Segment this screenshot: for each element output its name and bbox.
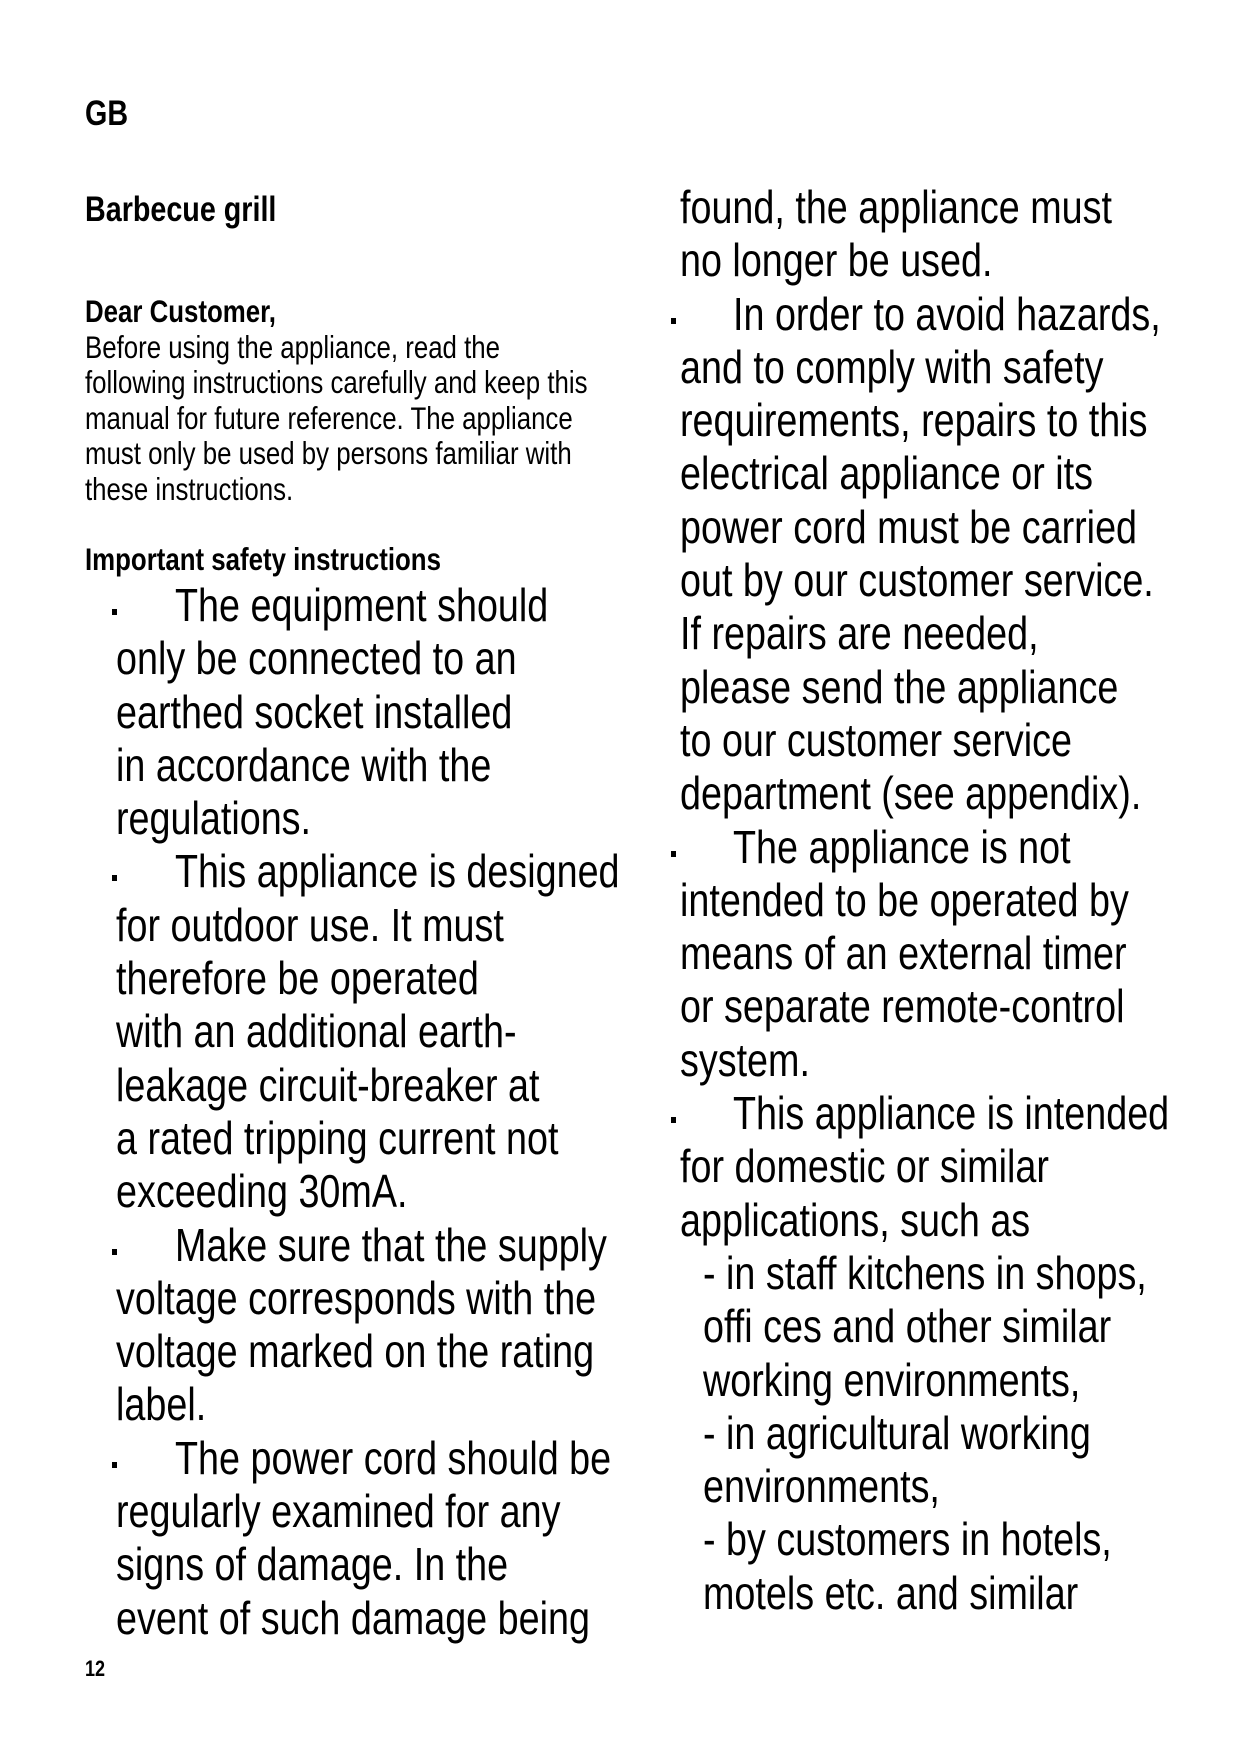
bullet-line [680, 341, 1241, 394]
sub-list-line-text: motels etc. and similar [703, 1566, 1079, 1619]
bullet-line-text: and to comply with safety [680, 340, 1104, 393]
intro-line-text: following instructions carefully and keep this [85, 364, 588, 400]
bullet-line [680, 874, 1241, 927]
greeting [85, 294, 698, 330]
bullet-line-text: system. [680, 1033, 810, 1086]
bullet-line [116, 1005, 717, 1058]
bullet-line-text: exceeding 30mA. [116, 1165, 408, 1218]
bullet-line-text: regulations. [116, 792, 312, 845]
bullet-line-text: intended to be operated by [680, 873, 1129, 926]
bullet-line [680, 927, 1241, 980]
sub-list-item [680, 1407, 1241, 1514]
continuation-line-text: no longer be used. [680, 234, 993, 287]
continuation-line [680, 181, 1241, 234]
intro-line-text: these instructions. [85, 470, 294, 507]
bullet-first-line [116, 845, 717, 898]
bullet-line [680, 980, 1241, 1033]
sub-list-line-text: offi ces and other similar [703, 1300, 1112, 1353]
intro-line-text: manual for future reference. The appliance [85, 399, 573, 436]
bullet-item [680, 1087, 1241, 1620]
bullet-line-text: therefore be operated [116, 952, 479, 1005]
sub-list-line-text: - by customers in hotels, [703, 1513, 1112, 1566]
sub-list-item [680, 1513, 1241, 1620]
bullet-line [680, 1140, 1241, 1193]
bullet-first-line-text: The power cord should be [175, 1431, 612, 1484]
bullet-line [116, 1272, 717, 1325]
bullet-marker [112, 1462, 117, 1468]
section-heading-text: Important safety instructions [85, 541, 441, 577]
bullet-line-text: event of such damage being [116, 1591, 590, 1644]
bullet-line-text: for domestic or similar [680, 1140, 1049, 1193]
bullet-item [680, 821, 1241, 1087]
sub-list-line-text: environments, [703, 1460, 940, 1513]
continued-text [680, 181, 1241, 288]
bullet-line-text: a rated tripping current not [116, 1111, 559, 1164]
region-code [85, 94, 138, 134]
intro-line-text: Before using the appliance, read the [85, 328, 501, 365]
bullet-item [116, 1432, 717, 1645]
sub-list-line [680, 1354, 1241, 1407]
bullet-first-line [116, 579, 717, 632]
continuation-line [680, 234, 1241, 287]
sub-list-line [680, 1567, 1241, 1620]
sub-list-line [680, 1513, 1241, 1566]
bullet-first-line-text: This appliance is designed [175, 845, 620, 898]
bullet-line [116, 899, 717, 952]
bullet-line [116, 1378, 717, 1431]
sub-list-line [680, 1460, 1241, 1513]
bullet-line [116, 952, 717, 1005]
bullet-line [116, 1592, 717, 1645]
bullet-marker [671, 1117, 676, 1123]
bullet-line-text: label. [116, 1378, 207, 1431]
bullet-line [680, 767, 1241, 820]
bullet-line-text: to our customer service [680, 713, 1073, 766]
section-heading [85, 542, 519, 578]
bullet-line [116, 739, 717, 792]
intro-paragraph [85, 294, 698, 507]
bullet-line-text: earthed socket installed [116, 685, 513, 738]
bullet-line [680, 447, 1241, 500]
bullet-line [680, 1194, 1241, 1247]
bullet-line [116, 1485, 717, 1538]
region-code-text: GB [85, 94, 129, 133]
page-title [85, 190, 318, 230]
bullet-marker [671, 318, 676, 324]
bullet-line-text: leakage circuit-breaker at [116, 1058, 540, 1111]
bullet-marker [671, 851, 676, 857]
left-column-safety-list [116, 579, 717, 1645]
bullet-line-text: If repairs are needed, [680, 607, 1039, 660]
bullet-item [116, 845, 717, 1218]
bullet-line-text: only be connected to an [116, 632, 517, 685]
bullet-first-line-text: The appliance is not [733, 820, 1071, 873]
bullet-line-text: power cord must be carried [680, 500, 1138, 553]
sub-list-line-text: working environments, [703, 1353, 1081, 1406]
page-number-text: 12 [85, 1656, 106, 1681]
greeting-text: Dear Customer, [85, 293, 276, 329]
bullet-marker [112, 1249, 117, 1255]
sub-list-item [680, 1247, 1241, 1407]
bullet-line-text: requirements, repairs to this [680, 394, 1148, 447]
bullet-line-text: with an additional earth- [116, 1005, 517, 1058]
bullet-line [116, 792, 717, 845]
bullet-marker [112, 609, 117, 615]
bullet-first-line [680, 1087, 1241, 1140]
bullet-line [116, 686, 717, 739]
bullet-line-text: voltage marked on the rating [116, 1325, 595, 1378]
bullet-item [116, 579, 717, 845]
bullet-first-line-text: The equipment should [175, 579, 549, 631]
page-number [85, 1656, 109, 1682]
bullet-line-text: means of an external timer [680, 927, 1127, 980]
bullet-line-text: or separate remote-control [680, 980, 1125, 1033]
bullet-line [680, 501, 1241, 554]
bullet-line [680, 394, 1241, 447]
bullet-line [116, 1538, 717, 1591]
sub-list-line-text: - in staff kitchens in shops, [703, 1246, 1147, 1299]
bullet-line-text: please send the appliance [680, 660, 1119, 713]
bullet-line-text: applications, such as [680, 1193, 1031, 1246]
sub-list-line [680, 1407, 1241, 1460]
bullet-line [116, 632, 717, 685]
bullet-item [680, 288, 1241, 821]
bullet-line [680, 1034, 1241, 1087]
page-title-text: Barbecue grill [85, 190, 277, 229]
intro-line [85, 365, 698, 401]
bullet-first-line-text: In order to avoid hazards, [733, 287, 1161, 340]
intro-line-text: must only be used by persons familiar with [85, 435, 572, 471]
bullet-first-line [680, 288, 1241, 341]
bullet-marker [112, 875, 117, 881]
bullet-line-text: department (see appendix). [680, 767, 1142, 820]
bullet-first-line [116, 1432, 717, 1485]
bullet-line-text: in accordance with the [116, 738, 492, 791]
right-column-safety-list [680, 181, 1241, 1620]
sub-list-line-text: - in agricultural working [703, 1406, 1091, 1459]
intro-line [85, 436, 698, 472]
sub-list-line [680, 1300, 1241, 1353]
bullet-line [680, 714, 1241, 767]
bullet-line [116, 1059, 717, 1112]
bullet-first-line [680, 821, 1241, 874]
bullet-line-text: signs of damage. In the [116, 1538, 509, 1591]
bullet-first-line [116, 1219, 717, 1272]
intro-line [85, 401, 698, 437]
intro-line [85, 330, 698, 366]
bullet-line [680, 554, 1241, 607]
bullet-line-text: for outdoor use. It must [116, 898, 504, 951]
bullet-line [116, 1165, 717, 1218]
bullet-line [116, 1325, 717, 1378]
bullet-item [116, 1219, 717, 1432]
sub-list-line [680, 1247, 1241, 1300]
bullet-line-text: regularly examined for any [116, 1485, 561, 1538]
continuation-line-text: found, the appliance must [680, 181, 1112, 233]
bullet-line [116, 1112, 717, 1165]
bullet-line-text: electrical appliance or its [680, 447, 1094, 500]
bullet-line [680, 661, 1241, 714]
intro-line [85, 472, 698, 508]
bullet-line-text: voltage corresponds with the [116, 1271, 597, 1324]
bullet-first-line-text: Make sure that the supply [175, 1218, 607, 1271]
bullet-first-line-text: This appliance is intended [733, 1087, 1170, 1140]
bullet-line-text: out by our customer service. [680, 554, 1154, 607]
bullet-line [680, 607, 1241, 660]
